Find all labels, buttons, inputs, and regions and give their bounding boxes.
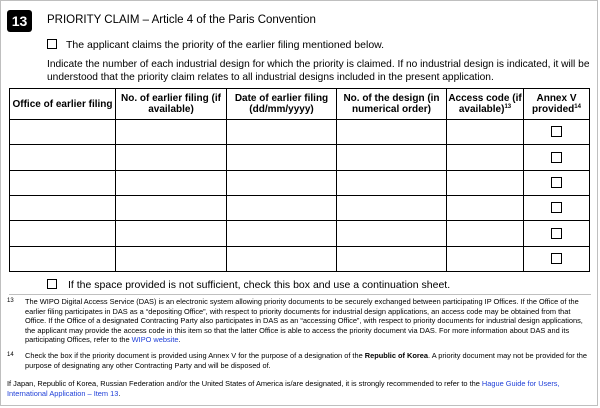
continuation-label: If the space provided is not sufficient, check this box and use a continuation sheet. [68, 279, 451, 291]
annex-v-checkbox[interactable] [551, 177, 562, 188]
date-cell[interactable] [227, 120, 337, 145]
annex-v-cell [524, 145, 590, 170]
earlier-no-cell[interactable] [116, 145, 227, 170]
date-cell[interactable] [227, 221, 337, 246]
office-cell[interactable] [10, 246, 116, 271]
header-no-earlier-filing: No. of earlier filing (if available) [116, 89, 227, 120]
design-no-cell[interactable] [337, 221, 447, 246]
footnote-ref-14: 14 [574, 104, 581, 110]
design-no-cell[interactable] [337, 145, 447, 170]
wipo-website-link[interactable]: WIPO website [131, 335, 179, 344]
earlier-no-cell[interactable] [116, 195, 227, 220]
earlier-no-cell[interactable] [116, 221, 227, 246]
annex-v-checkbox[interactable] [551, 253, 562, 264]
section-title: PRIORITY CLAIM – Article 4 of the Paris Convention [47, 14, 316, 26]
design-no-cell[interactable] [337, 195, 447, 220]
table-row [10, 120, 590, 145]
annex-v-cell [524, 170, 590, 195]
header-access-code: Access code (if available)$^{13}$ [447, 89, 524, 120]
office-cell[interactable] [10, 195, 116, 220]
table-row [10, 246, 590, 271]
annex-v-cell [524, 246, 590, 271]
access-code-cell[interactable] [447, 145, 524, 170]
footnote-divider [9, 294, 591, 295]
annex-v-cell [524, 221, 590, 246]
office-cell[interactable] [10, 221, 116, 246]
republic-of-korea-text: Republic of Korea [364, 351, 429, 360]
date-cell[interactable] [227, 246, 337, 271]
claim-priority-row [47, 39, 384, 51]
footnote-ref-13: 13 [504, 104, 512, 110]
footnote-13-text: The WIPO Digital Access Service (DAS) is an electronic system allowing priority documents to be securely exchanged between participating IP Offices. If the Office of the earlier filing participates in DAS as a “depositing Office”, with respect to priority documents for industrial design applications, an access code may be obtained from that Office. If the Office of a designated Contracting Party also participates in DAS as an “accessing Office”, with respect to priority documents for industrial design applications, the applicant may provide the access code in this item so that the latter Office is able to access the priority document via DAS. For more information about DAS and its participating Offices, refer to the WIPO website. [25, 297, 583, 344]
header-design-number: No. of the design (in numerical order) [337, 89, 447, 120]
table-header-row [10, 89, 590, 120]
header-date-earlier-filing: Date of earlier filing (dd/mm/yyyy) [227, 89, 337, 120]
office-cell[interactable] [10, 170, 116, 195]
access-code-cell[interactable] [447, 221, 524, 246]
footnote-13-number: 13 [7, 298, 14, 304]
access-code-cell[interactable] [447, 246, 524, 271]
priority-claims-table [9, 88, 590, 272]
access-code-cell[interactable] [447, 170, 524, 195]
annex-v-cell [524, 120, 590, 145]
designation-note: If Japan, Republic of Korea, Russian Federation and/or the United States of America is/are designated, it is strongly recommended to refer to the Hague Guide for Users, International Application – Item 13. [7, 379, 560, 398]
section-number-badge: 13 [7, 10, 32, 32]
header-office-earlier-filing: Office of earlier filing [10, 89, 116, 120]
claim-priority-checkbox[interactable] [47, 39, 57, 49]
table-body [10, 120, 590, 272]
access-code-cell[interactable] [447, 195, 524, 220]
table-row [10, 170, 590, 195]
annex-v-cell [524, 195, 590, 220]
earlier-no-cell[interactable] [116, 246, 227, 271]
claim-priority-label: The applicant claims the priority of the earlier filing mentioned below. [66, 39, 385, 51]
annex-v-checkbox[interactable] [551, 202, 562, 213]
table-row [10, 145, 590, 170]
earlier-no-cell[interactable] [116, 170, 227, 195]
office-cell[interactable] [10, 145, 116, 170]
continuation-row [47, 279, 450, 291]
table-row [10, 195, 590, 220]
date-cell[interactable] [227, 170, 337, 195]
design-no-cell[interactable] [337, 246, 447, 271]
instructions-text: Indicate the number of each industrial design for which the priority is claimed. If no industrial design is indicated, it will be understood that the priority claim relates to all industrial designs included in the present application. [47, 59, 590, 83]
date-cell[interactable] [227, 145, 337, 170]
hague-guide-link[interactable]: Hague Guide for Users, International Application – Item 13 [7, 379, 560, 398]
design-no-cell[interactable] [337, 120, 447, 145]
header-annex-v: Annex V provided$^{14}$ [524, 89, 590, 120]
footnote-14-number: 14 [7, 352, 14, 358]
annex-v-checkbox[interactable] [551, 126, 562, 137]
date-cell[interactable] [227, 195, 337, 220]
earlier-no-cell[interactable] [116, 120, 227, 145]
table-row [10, 221, 590, 246]
design-no-cell[interactable] [337, 170, 447, 195]
access-code-cell[interactable] [447, 120, 524, 145]
footnote-14-text: Check the box if the priority document is provided using Annex V for the purpose of a designation of the Republic of Korea. A priority document may not be provided for the purpose of designating any other Contracting Party and will be disposed of. [25, 351, 587, 370]
continuation-checkbox[interactable] [47, 279, 57, 289]
annex-v-checkbox[interactable] [551, 228, 562, 239]
annex-v-checkbox[interactable] [551, 152, 562, 163]
office-cell[interactable] [10, 120, 116, 145]
